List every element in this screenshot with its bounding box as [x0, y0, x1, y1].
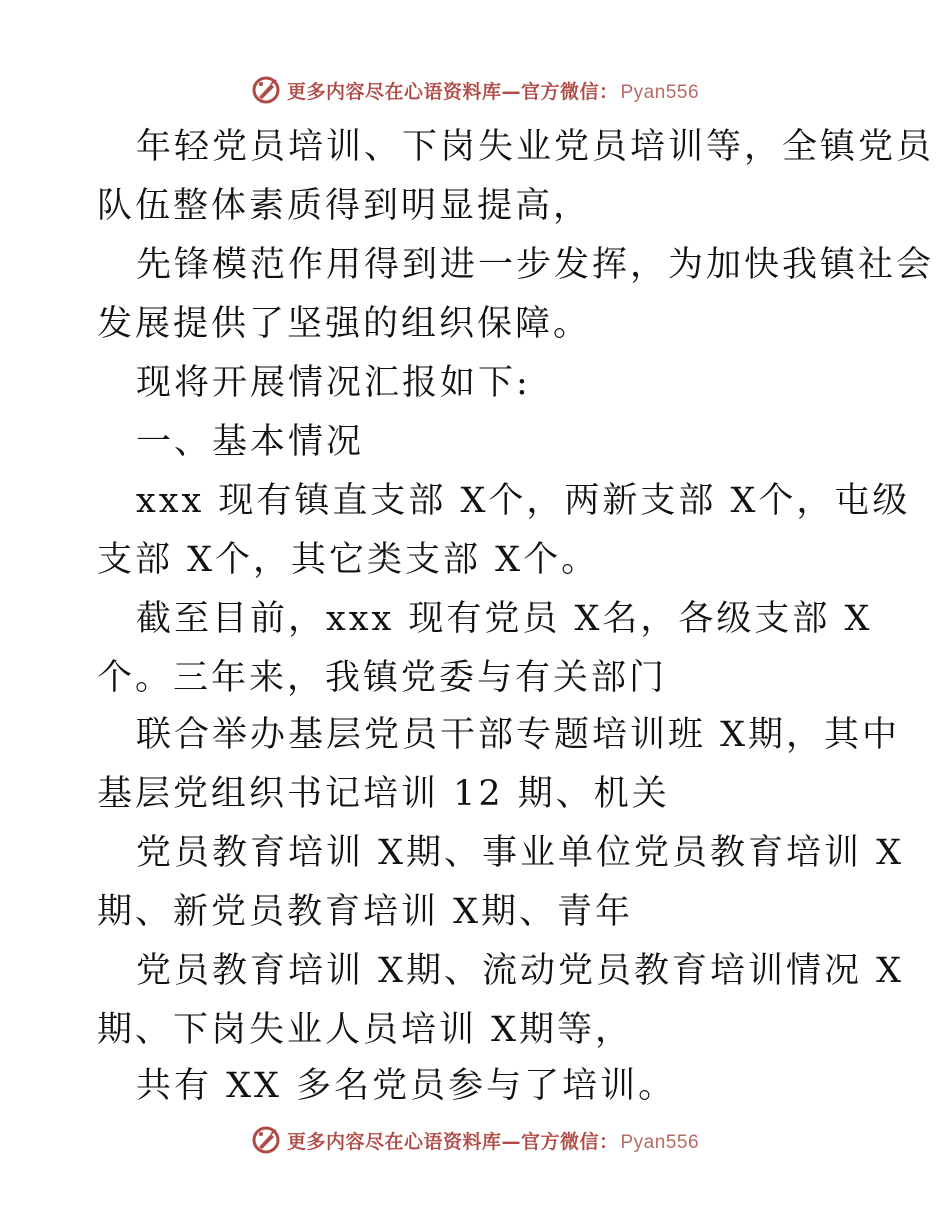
watermark-text: 更多内容尽在心语资料库—官方微信： Pyan556	[286, 80, 700, 103]
paragraph-line: 截至目前，xxx 现有党员 X名，各级支部 X	[136, 599, 873, 639]
footer-watermark	[0, 1120, 950, 1160]
header-watermark	[0, 70, 950, 110]
paragraph-line: 现将开展情况汇报如下:	[136, 363, 531, 403]
section-heading: 一、基本情况	[136, 422, 365, 462]
paragraph-line: 支部 X个，其它类支部 X个。	[97, 540, 600, 580]
paragraph-line: 基层党组织书记培训 12 期、机关	[97, 774, 670, 814]
paragraph-line: 年轻党员培训、下岗失业党员培训等，全镇党员	[136, 127, 935, 167]
paragraph-line: 发展提供了坚强的组织保障。	[97, 304, 592, 344]
paragraph-line: 党员教育培训 X期、事业单位党员教育培训 X	[136, 833, 905, 873]
paragraph-line: 个。三年来，我镇党委与有关部门	[97, 658, 668, 698]
paragraph-line: xxx 现有镇直支部 X个，两新支部 X个，屯级	[136, 481, 911, 521]
paragraph-line: 队伍整体素质得到明显提高，	[97, 186, 592, 226]
paragraph-line: 期、新党员教育培训 X期、青年	[97, 892, 634, 932]
quill-logo-icon	[251, 1125, 281, 1155]
paragraph-line: 先锋模范作用得到进一步发挥，为加快我镇社会	[136, 245, 935, 285]
paragraph-line: 党员教育培训 X期、流动党员教育培训情况 X	[136, 951, 905, 991]
quill-logo-icon	[251, 75, 281, 105]
paragraph-line: 期、下岗失业人员培训 X期等，	[97, 1010, 634, 1050]
watermark-text: 更多内容尽在心语资料库—官方微信： Pyan556	[286, 1130, 700, 1153]
paragraph-line: 联合举办基层党员干部专题培训班 X期，其中	[136, 715, 901, 755]
paragraph-line: 共有 XX 多名党员参与了培训。	[136, 1066, 677, 1106]
